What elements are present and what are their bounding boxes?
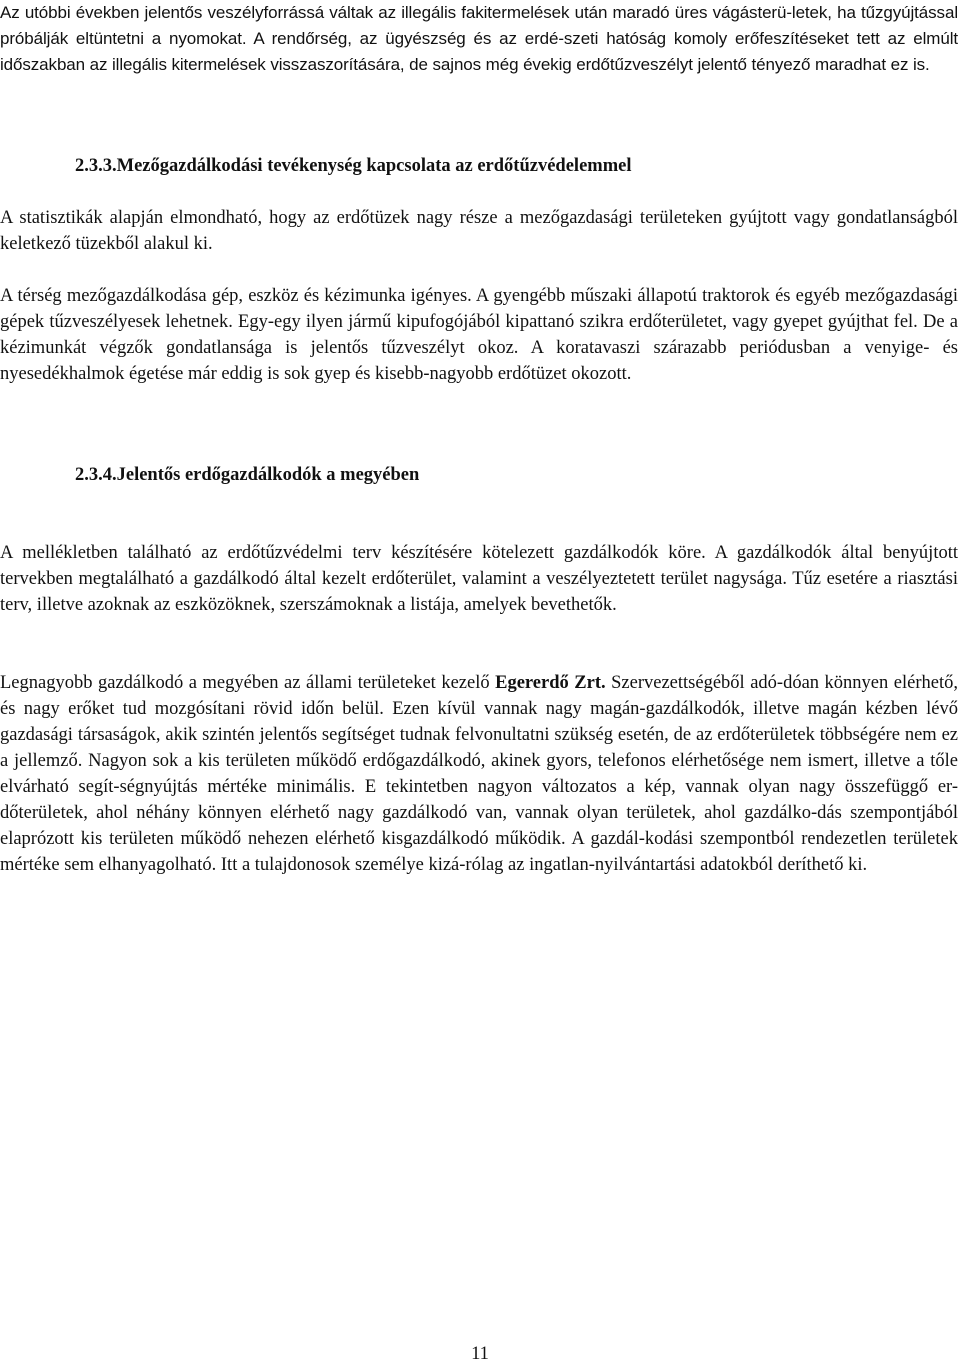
company-name: Egererdő Zrt. — [495, 673, 606, 693]
paragraph-text: Legnagyobb gazdálkodó a megyében az állami területeket kezelő — [0, 673, 496, 693]
paragraph-text: Szervezettségéből adó-dóan könnyen elérhető, és nagy erőket tud mozgósítani rövid időn belül. Ezen kívül vannak nagy magán-gazdálkodók, illetve magán kézben lévő gazdasági társaságok, akik szintén jelentős segítséget tudnak felvonultatni szükség esetén, de az erdőterületek többségére nem ez a jellemző. Nagyon sok a kis területen működő erdőgazdálkodó, akinek gyors, telefonos elérhetősége nem ismert, illetve a tőle elvárható segít-ségnyújtás mértéke minimális. E tekintetben nagyon változatos a kép, vannak olyan nagy összefüggő er-dőterületek, ahol néhány könnyen elérhető nagy gazdálkodó van, vannak olyan területek, ahol gazdálko-dás szempontjából elaprózott kis területen működő nehezen elérhető kisgazdálkodó működik. A gazdál-kodási szempontból rendezetlen területek mértéke sem elhanyagolható. Itt a tulajdonosok személye kizá-rólag az ingatlan-nyilvántartási adatokból deríthető ki. — [0, 673, 958, 875]
body-paragraph: A térség mezőgazdálkodása gép, eszköz és kézimunka igényes. A gyengébb műszaki állapotú traktorok és egyéb mezőgazdasági gépek tűzveszélyesek lehetnek. Egy-egy ilyen jármű kipufogójából kipattanó szikra erdőterületet, vagy gyepet gyújthat fel. De a kézimunkát végzők gondatlansága is jelentős tűzveszélyt okoz. A koratavaszi szárazabb periódusban a venyige- és nyesedékhalmok égetése már eddig is sok gyep és kisebb-nagyobb erdőtüzet okozott. — [0, 286, 958, 384]
section-heading-2-3-3 — [75, 153, 631, 179]
page-number: 11 — [471, 1344, 489, 1364]
section-number: 2.3.4. — [75, 465, 117, 485]
intro-paragraph: Az utóbbi években jelentős veszélyforrássá váltak az illegális fakitermelések után maradó üres vágásterü-letek, ha tűzgyújtással próbálják eltüntetni a nyomokat. A rendőrség, az ügyészség és az erdé-szeti hatóság komoly erőfeszítéseket tett az elmúlt időszakban az illegális kitermelések visszaszorítására, de sajnos még évekig erdőtűzveszélyt jelentő tényező maradhat ez is. — [0, 3, 958, 74]
section-title: Mezőgazdálkodási tevékenység kapcsolata az erdőtűzvédelemmel — [116, 156, 632, 176]
section-heading-2-3-4 — [75, 462, 419, 488]
section-number: 2.3.3. — [75, 156, 117, 176]
section-title: Jelentős erdőgazdálkodók a megyében — [116, 465, 420, 485]
body-paragraph — [0, 670, 958, 878]
body-paragraph: A mellékletben található az erdőtűzvédelmi terv készítésére kötelezett gazdálkodók köre. A gazdálkodók által benyújtott tervekben megtalálható a gazdálkodó által kezelt erdőterület, valamint a veszélyeztetett terület nagysága. Tűz esetére a riasztási terv, illetve azoknak az eszközöknek, szerszámoknak a listája, amelyek bevethetők. — [0, 543, 958, 615]
body-paragraph: A statisztikák alapján elmondható, hogy az erdőtüzek nagy része a mezőgazdasági területeken gyújtott vagy gondatlanságból keletkező tüzekből alakul ki. — [0, 208, 958, 254]
